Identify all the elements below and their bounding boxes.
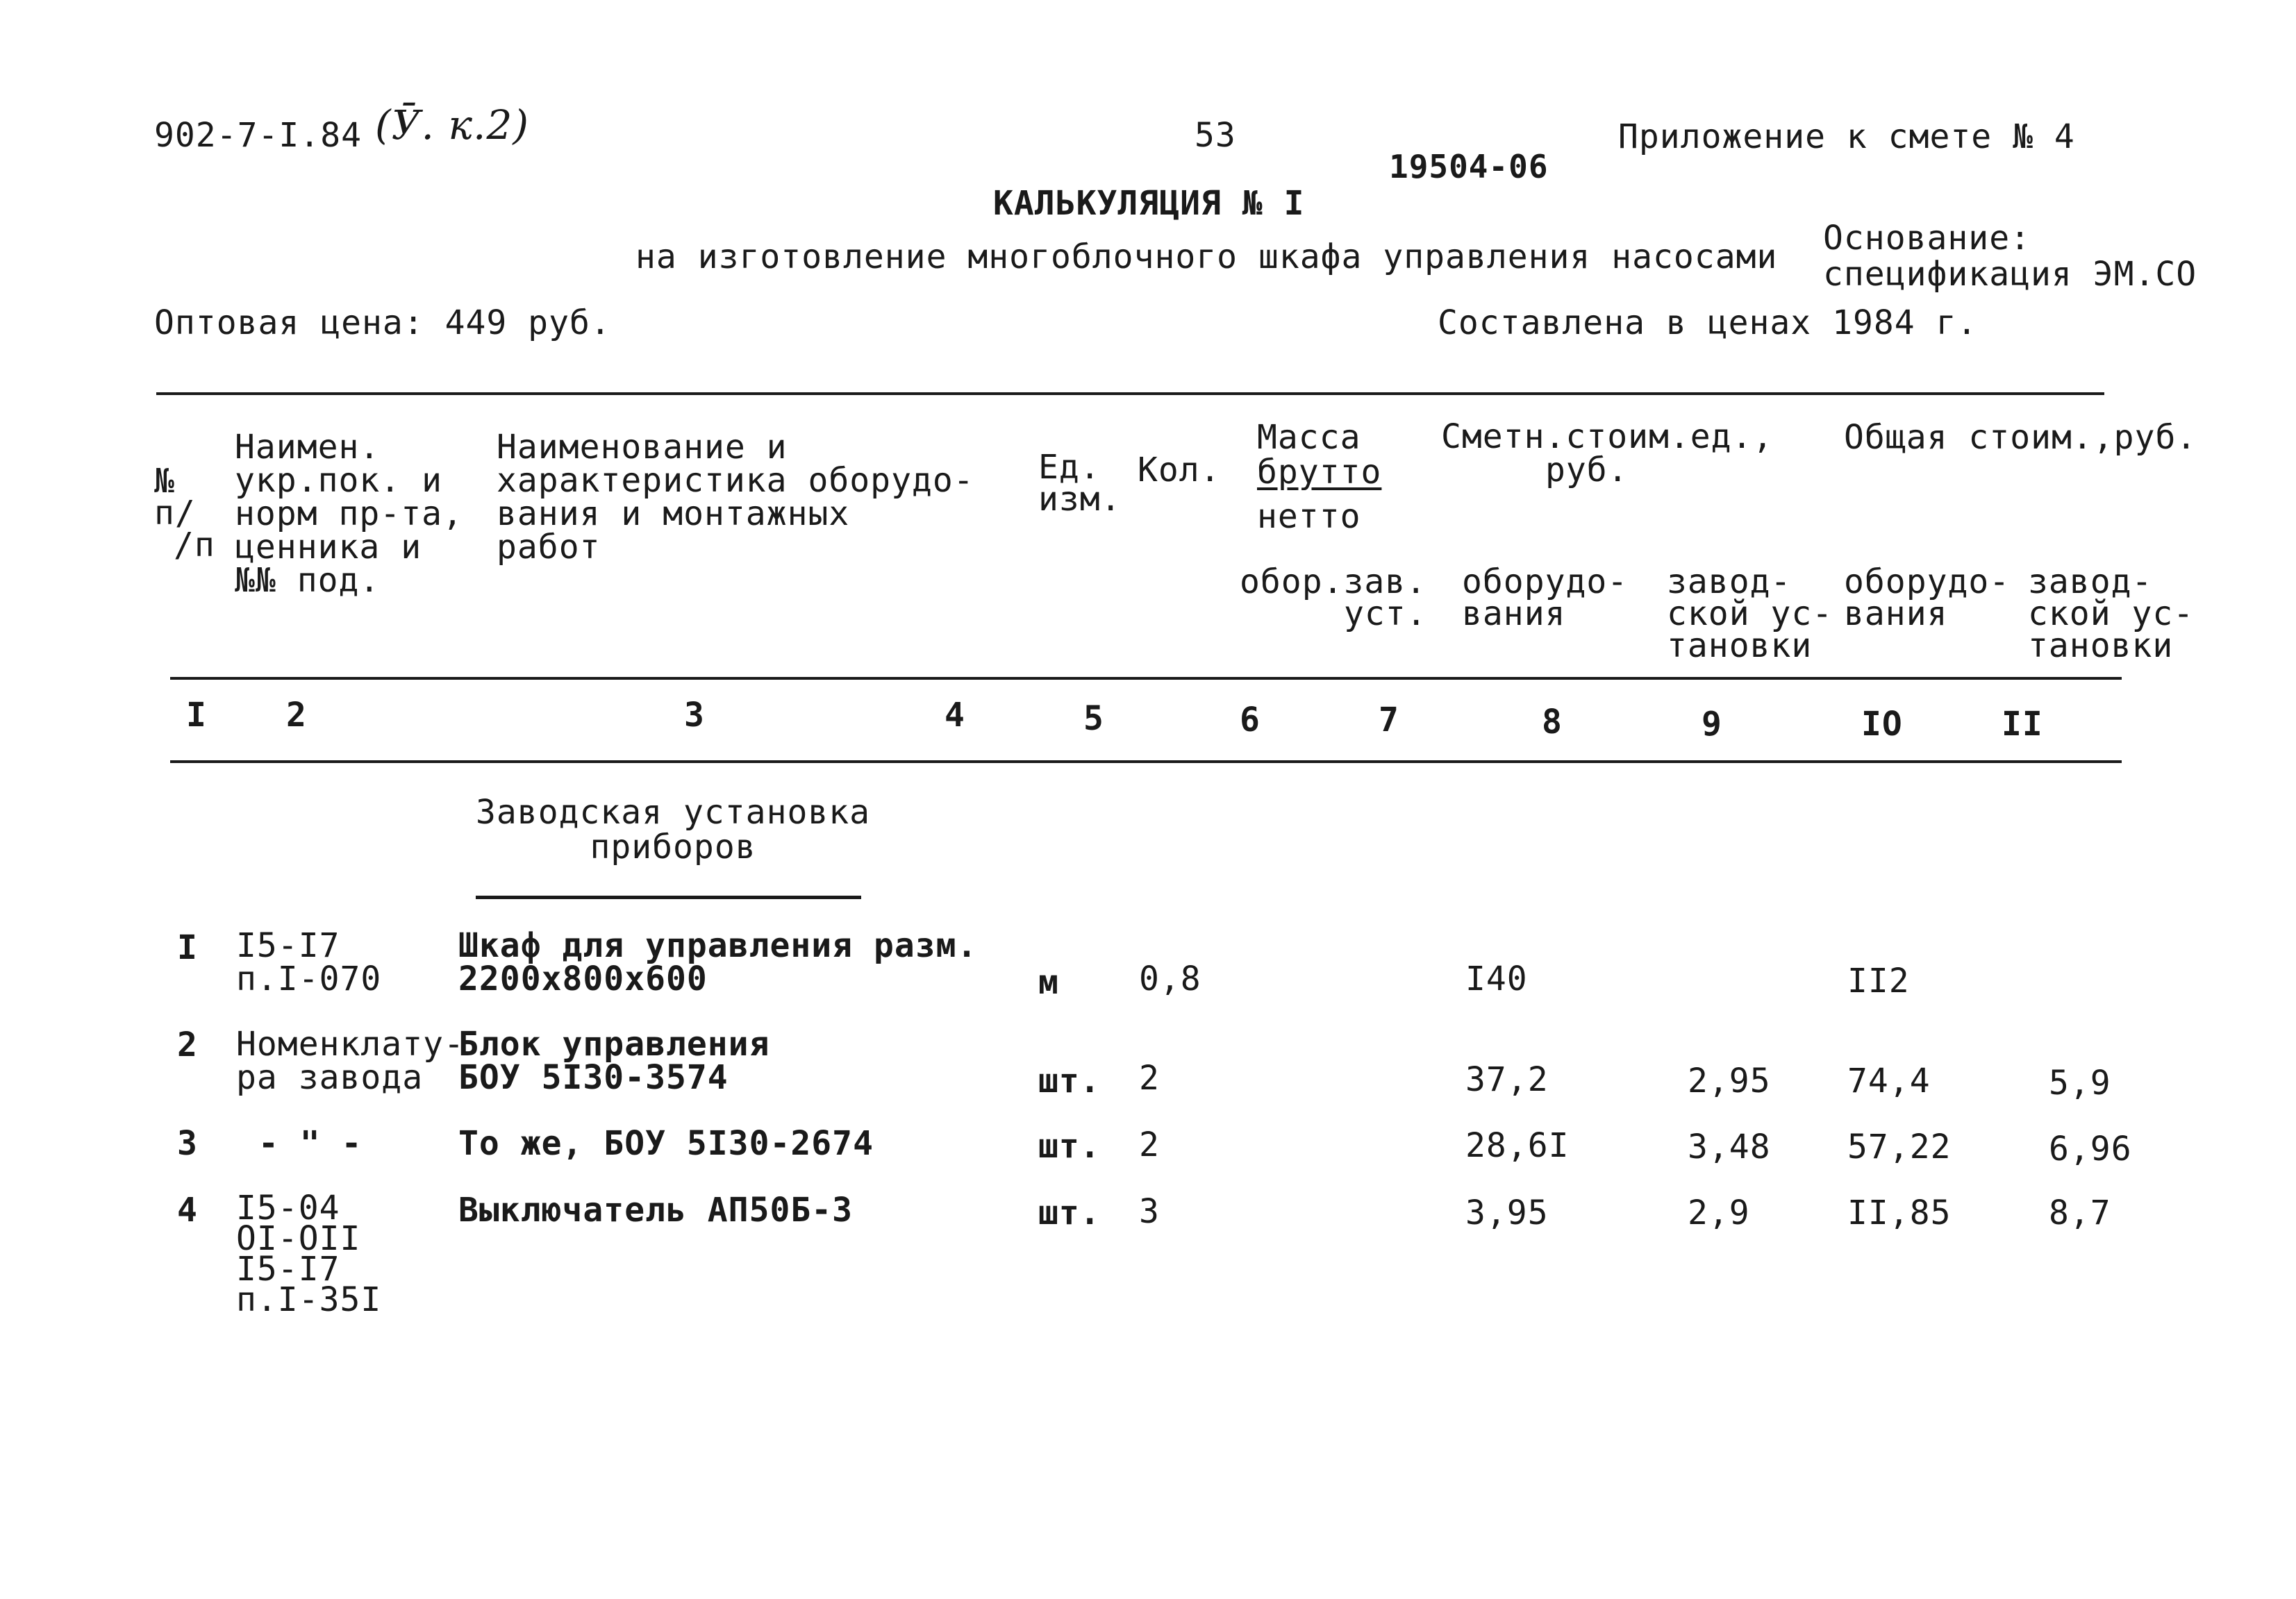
row-number: 3 <box>177 1124 198 1163</box>
col-number-3: 3 <box>684 696 705 735</box>
row-unit: шт. <box>1038 1194 1101 1232</box>
col-number-10: IO <box>1861 705 1903 744</box>
header-col-unit-cost: Сметн.стоим.ед., руб. <box>1441 417 1774 489</box>
row-number: 2 <box>177 1025 198 1064</box>
page-number: 53 <box>1195 116 1236 155</box>
row-number: 4 <box>177 1191 198 1230</box>
row-qty: 2 <box>1139 1059 1160 1098</box>
basis-label: Основание: <box>1823 219 2031 258</box>
header-col-unit-cost-installation: завод- ской ус- тановки <box>1667 562 1833 665</box>
row-total-equipment: 57,22 <box>1847 1128 1952 1166</box>
row-code: Номенклату- ра завода <box>236 1025 465 1097</box>
col-number-11: II <box>2002 705 2043 744</box>
header-col-unit: Ед. изм. <box>1038 448 1122 519</box>
col-number-1: I <box>186 696 207 735</box>
row-unit: м <box>1038 963 1059 1002</box>
document-title: КАЛЬКУЛЯЦИЯ № I <box>993 184 1305 223</box>
wholesale-price: Оптовая цена: 449 руб. <box>154 303 611 342</box>
row-unit-equipment: 3,95 <box>1465 1194 1549 1232</box>
row-qty: 2 <box>1139 1125 1160 1164</box>
row-unit-equipment: 28,6I <box>1465 1126 1570 1165</box>
table-top-rule <box>156 392 2104 395</box>
row-name: Блок управления БОУ 5I30-3574 <box>458 1025 770 1097</box>
prices-year: Составлена в ценах 1984 г. <box>1438 303 1978 342</box>
col-number-2: 2 <box>286 696 307 735</box>
row-unit: шт. <box>1038 1062 1101 1100</box>
basis-value: спецификация ЭМ.СО <box>1823 255 2197 294</box>
col-number-8: 8 <box>1542 703 1563 742</box>
section-title: Заводская установка приборов <box>476 793 871 867</box>
header-col-mass-sub: обор.зав. уст. <box>1240 562 1427 633</box>
row-code: - " - <box>258 1124 363 1163</box>
row-unit: шт. <box>1038 1127 1101 1166</box>
col-number-6: 6 <box>1240 701 1261 739</box>
row-code: I5-I7 п.I-070 <box>236 926 382 998</box>
col-number-4: 4 <box>945 696 965 735</box>
header-col-code: Наимен. укр.пок. и норм пр-та, ценника и №№ под. <box>235 428 463 600</box>
col-number-5: 5 <box>1083 699 1104 738</box>
col-number-9: 9 <box>1702 705 1722 744</box>
document-subtitle: на изготовление многоблочного шкафа управления насосами <box>635 237 1778 276</box>
header-col-total-cost: Общая стоим.,руб. <box>1844 418 2197 457</box>
column-numbers-rule <box>170 760 2122 763</box>
header-col-total-equipment: оборудо- вания <box>1844 562 2011 633</box>
row-total-equipment: II,85 <box>1847 1194 1952 1232</box>
appendix-note: Приложение к смете № 4 <box>1618 117 2075 156</box>
row-total-installation: 5,9 <box>2049 1064 2111 1103</box>
handwritten-ref: (Ӯ. к.2) <box>375 101 530 149</box>
row-unit-equipment: I40 <box>1465 960 1528 998</box>
row-name: Выключатель АП50Б-3 <box>458 1191 854 1230</box>
row-total-equipment: II2 <box>1847 962 1910 1001</box>
header-col-total-installation: завод- ской ус- тановки <box>2028 562 2195 665</box>
row-total-equipment: 74,4 <box>1847 1062 1931 1100</box>
header-col-unit-cost-equipment: оборудо- вания <box>1462 562 1629 633</box>
row-unit-installation: 3,48 <box>1688 1128 1771 1166</box>
header-col-number: № п/ /п <box>154 462 215 564</box>
header-col-mass: Масса брутто нетто <box>1257 418 1382 536</box>
stamp-number: 19504-06 <box>1389 148 1549 185</box>
header-col-name: Наименование и характеристика оборудо- вания и монтажных работ <box>497 428 974 567</box>
section-title-underline <box>476 896 861 899</box>
header-col-qty: Кол. <box>1138 451 1221 489</box>
row-unit-installation: 2,95 <box>1688 1062 1771 1100</box>
row-total-installation: 8,7 <box>2049 1194 2111 1232</box>
row-unit-installation: 2,9 <box>1688 1194 1750 1232</box>
row-qty: 0,8 <box>1139 960 1201 998</box>
row-name: То же, БОУ 5I30-2674 <box>458 1124 874 1163</box>
col-number-7: 7 <box>1379 701 1399 739</box>
row-code: I5-04 OI-OII I5-I7 п.I-35I <box>236 1189 382 1319</box>
row-number: I <box>177 928 198 967</box>
document-code: 902-7-I.84 <box>154 116 362 155</box>
row-name: Шкаф для управления разм. 2200х800х600 <box>458 926 978 998</box>
row-total-installation: 6,96 <box>2049 1130 2132 1169</box>
row-unit-equipment: 37,2 <box>1465 1060 1549 1099</box>
header-bottom-rule <box>170 677 2122 680</box>
row-qty: 3 <box>1139 1192 1160 1231</box>
